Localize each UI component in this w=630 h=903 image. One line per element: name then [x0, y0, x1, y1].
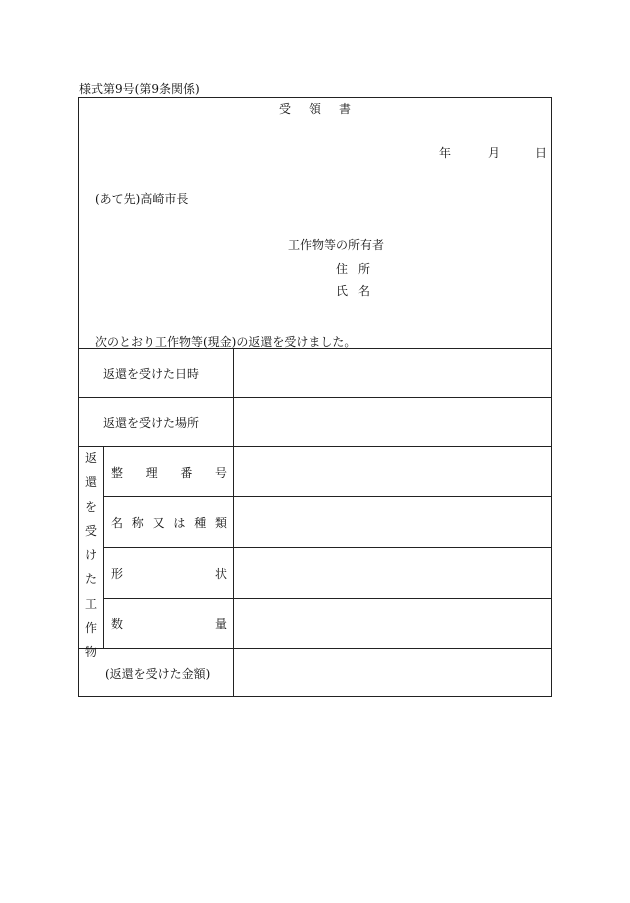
- shape-value[interactable]: [235, 549, 549, 596]
- document-title: 受 領 書: [278, 102, 352, 116]
- returned-amount-label: (返還を受けた金額): [105, 667, 211, 681]
- column-divider: [233, 648, 234, 696]
- form-number-label: 様式第9号(第9条関係): [79, 82, 200, 96]
- returned-items-group-label: 返 還 を 受 け た 工 作 物: [84, 451, 97, 660]
- quantity-label: 数 量: [111, 617, 227, 631]
- table-top-border: [79, 348, 551, 349]
- day-label: 日: [535, 146, 548, 160]
- reference-number-value[interactable]: [235, 448, 549, 494]
- row-divider: [103, 547, 551, 548]
- addressee: (あて先)高崎市長: [95, 192, 189, 206]
- return-place-label: 返還を受けた場所: [103, 416, 200, 430]
- name-or-type-value[interactable]: [235, 498, 549, 545]
- group-divider: [103, 446, 104, 648]
- receipt-form: [78, 97, 552, 697]
- row-divider: [79, 648, 551, 649]
- column-divider: [233, 348, 234, 696]
- statement-text: 次のとおり工作物等(現金)の返還を受けました。: [95, 335, 357, 349]
- shape-label: 形 状: [111, 567, 227, 581]
- quantity-value[interactable]: [235, 600, 549, 646]
- reference-number-label: 整 理 番 号: [111, 466, 227, 480]
- row-divider: [103, 598, 551, 599]
- name-or-type-label: 名 称 又 は 種 類: [111, 516, 227, 530]
- owner-name-label: 氏 名: [336, 284, 371, 298]
- row-divider: [79, 397, 551, 398]
- return-place-value[interactable]: [235, 399, 549, 444]
- owner-heading: 工作物等の所有者: [288, 238, 385, 252]
- return-datetime-value[interactable]: [235, 350, 549, 395]
- row-divider: [79, 446, 551, 447]
- month-label: 月: [488, 146, 501, 160]
- row-divider: [103, 496, 551, 497]
- return-datetime-label: 返還を受けた日時: [103, 367, 200, 381]
- returned-amount-value[interactable]: [235, 650, 549, 695]
- owner-address-label: 住 所: [336, 262, 371, 276]
- year-label: 年: [439, 146, 452, 160]
